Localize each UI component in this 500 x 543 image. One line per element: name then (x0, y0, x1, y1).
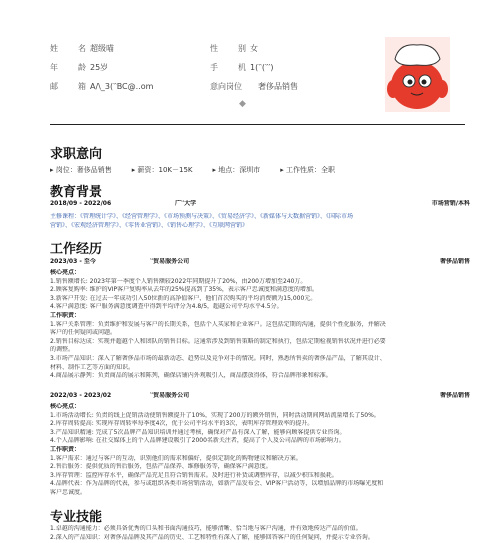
name-value: 超级喵 (90, 43, 114, 53)
intent-row (210, 80, 298, 92)
work2-line: 3.库存管理：监控库存水平，确保产品充足且符合销售需求。及时进行补货或调整库存，以减少积压和损耗。 (50, 471, 338, 479)
section-intent-title: 求职意向 (50, 147, 103, 162)
work1-line: 客户的任何疑问或问题。 (50, 329, 117, 337)
work1-role: 奢侈品销售 (439, 258, 470, 265)
age-row (50, 61, 108, 73)
age-label: 年 龄 (50, 62, 92, 72)
section-work-title: 工作经历 (50, 242, 103, 257)
email-row (50, 80, 153, 92)
skill-line-1: 1.卓越的沟通能力：必须具备优秀的口头和书面沟通技巧，能够清晰、恰当地与客户沟通，并有效地传达产品的价值。 (50, 525, 362, 532)
edu-header (50, 200, 470, 209)
work2-line: 4.品牌代表：作为品牌的代表，参与或组织各类市场营销活动，如新产品发布会、VIP客户活动等，以增加品牌的市场曝光度和 (50, 480, 384, 488)
work1-line: 3.市场产品知识：深入了解奢侈品市场的最新动态、趋势以及竞争对手的情况。同时，熟悉所售卖的奢侈品产品，了解其设计、 (50, 355, 386, 362)
work2-line: 2.库存周转提高: 实现库存周转率每季度4次，优于公司平均水平的3次，表明库存管理效率的提升。 (50, 420, 314, 428)
work1-line: 1.销售额增长: 2023年第一季度个人销售额较2022年同期提升了20%，由200万增加至240万。 (50, 277, 307, 285)
edu-school: 广‵‵大学 (175, 200, 197, 207)
age-value: 25岁 (90, 62, 109, 72)
work1-line: 3.新客户开发: 在过去一年成功引入50位新的高净值客户，他们首次购买的平均消费额为15,000元。 (50, 294, 317, 302)
gender-value: 女 (250, 43, 258, 53)
email-label: 邮 箱 (50, 81, 92, 91)
work1-line: 2.销售目标达成：实现并超越个人和团队的销售目标。这通常涉及到销售策略的制定和执行，包括定期检视销售状况并进行必要 (50, 337, 386, 345)
intent-items (50, 165, 470, 175)
edu-courses-line-1: 主修课程：《管理统计学》、《经营管理学》、《市场预测与决策》、《贸易经济学》、《新媒体与大数据营销》、《国际市场 (50, 213, 354, 220)
gender-row (210, 42, 258, 54)
work1-line: 4.客户满意度: 客户服务满意度调查中得到平均评分为4.8/5，超越公司平均水平4.5分。 (50, 303, 283, 311)
section-edu-title: 教育背景 (50, 185, 103, 200)
work2-header (50, 392, 470, 401)
intent-label: 意向岗位 (210, 81, 242, 91)
phone-value: 1(‵‵(‵‵‵) (250, 62, 274, 72)
work1-line: 工作职责： (50, 312, 81, 319)
work2-line: 1.市场活动增长: 负责的线上促销活动使销售额提升了10%，实现了200万的额外销售，同时活动期间网站流量增长了50%。 (50, 411, 380, 419)
intent-salary: ▸ 薪资：10K－15K (131, 166, 193, 174)
intent-location: ▸ 地点：深圳市 (212, 166, 261, 174)
work2-period: 2022/03 - 2023/02 (50, 392, 112, 399)
work2-line: 工作职责： (50, 446, 81, 453)
intent-type: ▸ 工作性质：全职 (280, 166, 335, 174)
watermark-icon: ◆ (239, 99, 246, 109)
work2-line: 1.客户需求：通过与客户的互动，识别他们的需求和偏好，提供定制化的购物建议和解决方案。 (50, 454, 302, 462)
work1-period: 2023/03 - 至今 (50, 258, 96, 265)
section-skills-title: 专业技能 (50, 510, 103, 525)
gender-label: 性 别 (210, 43, 252, 53)
skill-line-2: 2.深入的产品知识：对奢侈品品牌及其产品的历史、工艺和特性有深入了解，能够回答客户的任何疑问，并提示专业咨询。 (50, 534, 374, 541)
name-row (50, 42, 114, 54)
intent-value: 奢侈品销售 (258, 81, 298, 91)
work1-line: 1.客户关系管理：负责维护和发展与客户的长期关系，包括个人买家和企业客户。这包括定期的沟通，提供个性化服务，并解决 (50, 320, 386, 328)
cartoon-avatar-icon (385, 37, 450, 112)
work2-line: 2.售后服务：提供优质的售后服务，包括产品保养、维修服务等，确保客户满意度。 (50, 463, 272, 471)
work2-company: ‵‵贸易服务公司 (150, 392, 190, 399)
work2-line: 客户忠诚度。 (50, 489, 87, 496)
avatar (385, 37, 450, 112)
phone-label: 手 机 (210, 62, 252, 72)
intent-position: ▸ 岗位：奢侈品销售 (50, 166, 112, 174)
work1-line: 的调整。 (50, 346, 75, 354)
work2-line: 核心亮点： (50, 403, 81, 410)
work1-line: 材料、制作工艺等方面的知识。 (50, 363, 135, 371)
name-label: 姓 名 (50, 43, 92, 53)
work1-line: 4.商品展示静列：负责商品的展示和陈列，确保店铺内外观吸引人，商品摆放得体，符合品牌形象和标准。 (50, 372, 332, 380)
work1-header (50, 258, 470, 267)
edu-major: 市场营销/本科 (431, 200, 470, 207)
edu-courses-line-2: 营销》、《宏观经济管理学》、《零售业营销》、《销售心理学》、《互联网营销》 (50, 222, 249, 229)
phone-row (210, 61, 274, 73)
work1-company: ‵‵贸易服务公司 (150, 258, 190, 265)
email-value: A/\_3(‵‵BC@..om (90, 81, 154, 91)
work2-line: 3.产品知识精通: 完成了5次品牌产品知识培训并通过考核，确保对产品有深入了解，能够向顾客提供专业咨询。 (50, 428, 346, 436)
work2-role: 奢侈品销售 (439, 392, 470, 399)
top-strip (0, 0, 500, 14)
work2-line: 4.个人品牌影响: 在社交媒体上的个人品牌建设吸引了2000名新关注者，提高了个人及公司品牌的市场影响力。 (50, 437, 345, 445)
edu-period: 2018/09 - 2022/06 (50, 200, 112, 207)
work1-line: 核心亮点： (50, 269, 81, 276)
header-divider (50, 124, 465, 125)
work1-line: 2.顾客复购率: 维护的VIP客户复购率从去年的25%提高到了35%，表示客户忠诚度和满意度的增加。 (50, 286, 318, 294)
